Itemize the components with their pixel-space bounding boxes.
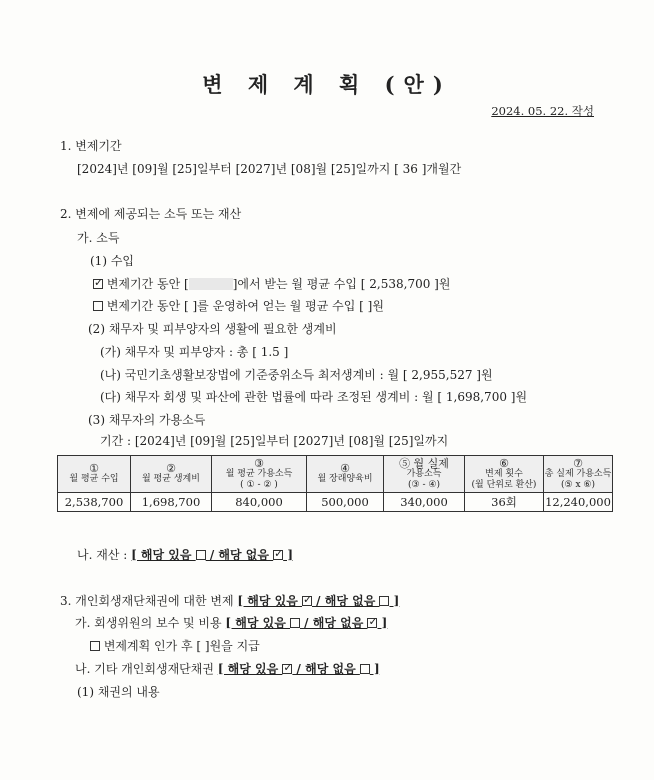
table-header: ⑦ 총 실제 가용소득 (⑤ x ⑥) bbox=[544, 456, 613, 493]
property-label: 나. 재산 : bbox=[77, 548, 132, 562]
trustee-payment-checkbox[interactable] bbox=[90, 641, 100, 651]
salary-text-pre: 변제기간 동안 [ bbox=[106, 277, 189, 291]
trustee-fee-line: 가. 회생위원의 보수 및 비용 [ 해당 있음 / 해당 없음 ✓ ] bbox=[75, 616, 387, 630]
table-header-row bbox=[58, 456, 613, 493]
table-header: ① 월 평균 수입 bbox=[58, 456, 131, 493]
salary-text-post: ]에서 받는 월 평균 수입 [ 2,538,700 ]원 bbox=[232, 277, 451, 291]
trustee-fee-payment: 변제계획 인가 후 [ ]원을 지급 bbox=[90, 639, 260, 653]
minimum-living-cost: (나) 국민기초생활보장법에 기준중위소득 최저생계비 : 월 [ 2,955,527 ]원 bbox=[100, 368, 493, 382]
property-options: [ 해당 있음 / 해당 없음 ✓ ] bbox=[131, 548, 293, 562]
table-header: ⑤ 월 실제 가용소득 (③ - ④) bbox=[384, 456, 465, 493]
table-header: ④ 월 장래양육비 bbox=[307, 456, 384, 493]
estate-claim-no-checkbox[interactable] bbox=[379, 596, 389, 606]
date-written: 2024. 05. 22. 작성 bbox=[491, 104, 594, 118]
section-3-options: [ 해당 있음 ✓ / 해당 없음 ] bbox=[237, 594, 399, 608]
trustee-fee-options: [ 해당 있음 / 해당 없음 ✓ ] bbox=[225, 616, 387, 630]
repayment-period: [2024]년 [09]월 [25]일부터 [2027]년 [08]월 [25]일까지 [ 36 ]개월간 bbox=[77, 162, 462, 176]
other-estate-claim-options: [ 해당 있음 ✓ / 해당 없음 ] bbox=[218, 662, 380, 676]
claim-details-heading: (1) 채권의 내용 bbox=[77, 685, 160, 699]
other-claim-no-checkbox[interactable] bbox=[360, 664, 370, 674]
section-1-heading: 1. 변제기간 bbox=[60, 139, 122, 153]
property-yes-checkbox[interactable] bbox=[196, 550, 206, 560]
business-checkbox[interactable] bbox=[93, 301, 103, 311]
other-estate-claim-line: 나. 기타 개인회생재단채권 [ 해당 있음 ✓ / 해당 없음 ] bbox=[75, 662, 380, 676]
trustee-fee-yes-checkbox[interactable] bbox=[290, 618, 300, 628]
table-cell: 36회 bbox=[465, 493, 544, 512]
revenue-heading: (1) 수입 bbox=[90, 254, 134, 268]
table-cell: 340,000 bbox=[384, 493, 465, 512]
salary-checkbox[interactable] bbox=[93, 279, 103, 289]
dependents: (가) 채무자 및 피부양자 : 총 [ 1.5 ] bbox=[100, 345, 289, 359]
revenue-option-salary bbox=[93, 277, 450, 291]
section-2-heading: 2. 변제에 제공되는 소득 또는 재산 bbox=[60, 207, 242, 221]
table-cell: 1,698,700 bbox=[131, 493, 212, 512]
business-text: 변제기간 동안 [ ]를 운영하여 얻는 월 평균 수입 [ ]원 bbox=[106, 299, 384, 313]
table-header: ② 월 평균 생계비 bbox=[131, 456, 212, 493]
property-no-checkbox[interactable] bbox=[273, 550, 283, 560]
table-cell: 500,000 bbox=[307, 493, 384, 512]
property-line bbox=[77, 548, 293, 562]
available-income-period: 기간 : [2024]년 [09]월 [25]일부터 [2027]년 [08]월 [25]일까지 bbox=[100, 434, 449, 448]
estate-claim-yes-checkbox[interactable] bbox=[302, 596, 312, 606]
table-cell: 840,000 bbox=[212, 493, 307, 512]
adjusted-living-cost: (다) 채무자 회생 및 파산에 관한 법률에 따라 조정된 생계비 : 월 [ 1,698,700 ]원 bbox=[100, 390, 528, 404]
section-3-heading: 3. 개인회생재단채권에 대한 변제 [ 해당 있음 ✓ / 해당 없음 ] bbox=[60, 594, 399, 608]
page-title: 변 제 계 획 (안) bbox=[202, 72, 452, 97]
revenue-option-business bbox=[93, 299, 384, 313]
income-calculation-table bbox=[57, 455, 613, 512]
table-cell: 12,240,000 bbox=[544, 493, 613, 512]
available-income-heading: (3) 채무자의 가용소득 bbox=[88, 413, 206, 427]
table-header: ⑥ 변제 횟수 (월 단위로 환산) bbox=[465, 456, 544, 493]
table-row bbox=[58, 493, 613, 512]
other-claim-yes-checkbox[interactable] bbox=[282, 664, 292, 674]
income-heading: 가. 소득 bbox=[77, 231, 120, 245]
living-cost-heading: (2) 채무자 및 피부양자의 생활에 필요한 생계비 bbox=[88, 322, 337, 336]
redacted-employer bbox=[189, 278, 233, 290]
table-cell: 2,538,700 bbox=[58, 493, 131, 512]
trustee-fee-no-checkbox[interactable] bbox=[367, 618, 377, 628]
table-header: ③ 월 평균 가용소득 ( ① - ② ) bbox=[212, 456, 307, 493]
